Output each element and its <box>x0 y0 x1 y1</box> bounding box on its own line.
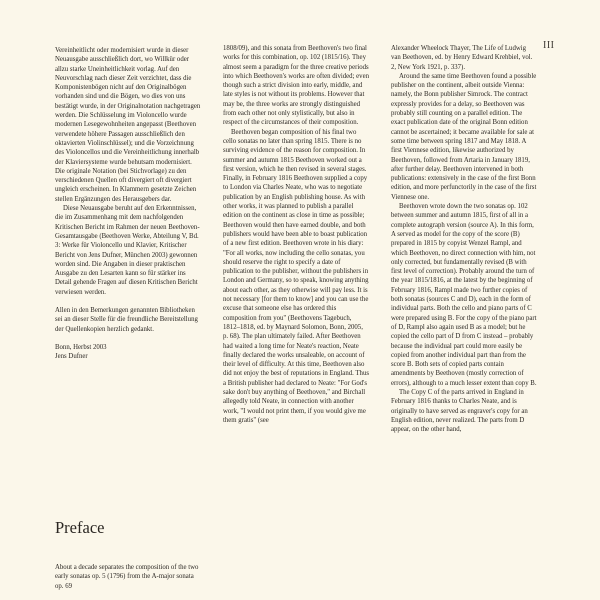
paragraph: The Copy C of the parts arrived in England in February 1816 thanks to Charles Neate, and is originally to have served as engraver's copy for an English edition, never realized. The parts from D appear, on the other hand, <box>391 388 528 434</box>
paragraph: Vereinheitlicht oder modernisiert wurde in dieser Neuausgabe ausschließlich dort, wo Willkür oder allzu starke Uneinheitlichkeit vorlag. Auf den Neuvorschlag nach dieser Zeit verzichtet, dass die Komponistenbögen nicht auf den Originalbögen vorhanden sind und die Bögen, wo dies von uns bestätigt wurde, in der Originalnotation nachgetragen werden. Die Schlüsselung im Violoncello wurde modernen Lesegewohnheiten angepasst (Beethoven verwendete höhere Passagen ausschließlich den oktavierten Violinschlüssel); und die Vorzeichnung des Violoncellos und die Vereinheitlichung innerhalb der Klaviersysteme wurde behutsam modernisiert. Die originale Notation (bei Stichvorlage) zu den verschiedenen Quellen oft divergiert oft divergiert ungleich erscheinen. In Klammern gesetzte Zeichen stellen Ergänzungen des Herausgebers dar. <box>55 47 201 203</box>
preface-intro <box>55 563 201 591</box>
page-number: III <box>543 40 555 51</box>
column-left <box>55 46 201 362</box>
paragraph: 1808/09), and this sonata from Beethoven's two final works for this combination, op. 102 (1815/16). They almost seem a paradigm for the three creative periods into which Beethoven's works are often divided; even though such a strict division into early, middle, and late styles is not without its problems. However that may be, the three works are strongly distinguished from each other not only stylistically, but also in respect of the circumstances of their composition. <box>223 45 369 127</box>
paragraph: Allen in den Bemerkungen genannten Bibliotheken sei an dieser Stelle für die freundliche Bereitstellung der Quellenkopien herzlich gedankt. <box>55 307 198 333</box>
paragraph: Diese Neuausgabe beruht auf den Erkenntnissen, die im Zusammenhang mit dem nachfolgenden Kritischen Bericht im Rahmen der neuen Beethoven-Gesamtausgabe (Beethoven Werke, Abteilung V, Bd. 3: Werke für Violoncello und Klavier, Kritischer Bericht von Jens Dufner, München 2003) gewonnen worden sind. Die Angaben in dieser praktischen Ausgabe zu den Lesarten kann so für stärker ins Detail gehende Fragen auf diesen Kritischen Bericht verwiesen werden. <box>55 205 200 296</box>
paragraph: Beethoven wrote down the two sonatas op. 102 between summer and autumn 1815, first of all in a complete autograph version (source A). In this form, A served as model for the copy of the score (B) prepared in 1815 by copyist Wenzel Rampl, and which Beethoven, no direct connection with him, not only corrected, but fundamentally revised (B with first level of correction). Probably around the turn of the year 1815/1816, at the latest by the beginning of February 1816, Rampl made two further copies of both sonatas (sources C and D), each in the form of individual parts. Both the cello and piano parts of C were prepared using B. For the copy of the piano part of D, Rampl also again used B as a model; but he copied the cello part of D from C instead – probably because the individual part could more easily be copied from another individual part than from the score B. Both sets of copied parts contain amendments by Beethoven (mostly correction of errors), although to a much lesser extent than copy B. <box>391 203 537 387</box>
signature-name: Jens Dufner <box>55 353 88 361</box>
paragraph: Around the same time Beethoven found a possible publisher on the continent, albeit outside Vienna: namely, the Bonn publisher Simrock. The contract expressly provides for a delay, so Beethoven was probably still counting on a parallel edition. The exact publication date of the original Bonn edition cannot be ascertained; it became available for sale at some time between spring 1817 and May 1818. A first Viennese edition, likewise authorized by Beethoven, followed from Artaria in January 1819, after further delay. Beethoven intervened in both publications: extensively in the case of the first Bonn edition, and more perfunctorily in the case of the first Viennese one. <box>391 72 537 201</box>
paragraph: About a decade separates the composition of the two early sonatas op. 5 (1796) from the A-major sonata op. 69 <box>55 564 199 590</box>
signature-place-date: Bonn, Herbst 2003 <box>55 343 107 351</box>
section-heading-preface: Preface <box>55 518 105 537</box>
column-middle <box>223 44 369 425</box>
column-right <box>391 44 537 434</box>
paragraph: Beethoven began composition of his final two cello sonatas no later than spring 1815. There is no surviving evidence of the reason for composition. In summer and autumn 1815 Beethoven worked out a first version, which he then revised in several stages. Finally, in February 1816 Beethoven supplied a copy to London via Charles Neate, who was to negotiate publication by an English publishing house. As with other works, it was planned to publish a parallel edition on the continent as close in time as possible; Beethoven would then have earned double, and both publishers would have been able to boast publication of a new first edition. Beethoven wrote in his diary: "For all works, now including the cello sonatas, you should reserve the right to specify a date of publication to the publisher, without the publishers in London and Germany, so to speak, knowing anything about each other, as they otherwise will pay less. It is not necessary [for them to know] and you can use the excuse that someone else has ordered this composition from you" (Beethovens Tagebuch, 1812–1818, ed. by Maynard Solomon, Bonn, 2005, p. 68). The plan ultimately failed. After Beethoven had waited a long time for Neate's reaction, Neate finally declared the works unsaleable, on account of their level of difficulty. At this time, Beethoven also did not enjoy the best of reputations in England. Thus a British publisher had declared to Neate: "For God's sake don't buy anything of Beethoven," and Birchall allegedly told Neate, in connection with another work, "I would not print them, if you would give me them gratis" (see <box>223 128 369 424</box>
paragraph: Alexander Wheelock Thayer, The Life of Ludwig van Beethoven, ed. by Henry Edward Krehbiel, vol. 2, New York 1921, p. 337). <box>391 45 533 71</box>
